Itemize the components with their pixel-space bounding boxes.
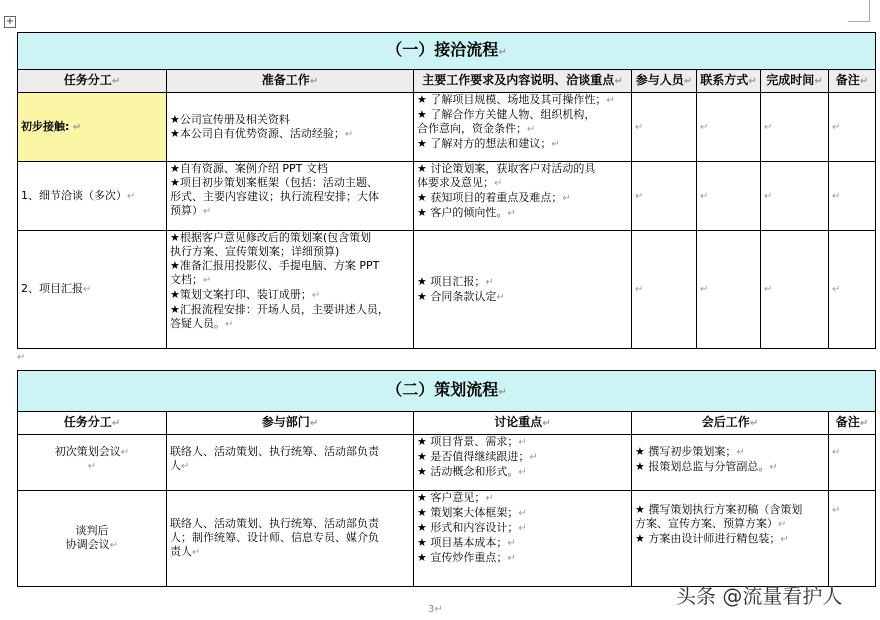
column-header: 完成时间↵ [761, 70, 829, 93]
points-cell: ★ 了解项目规模、场地及其可操作性；↵ ★ 了解合作方关健人物、组织机构， 合作意向，资金条件；↵ ★ 了解对方的想法和建议；↵ [414, 93, 632, 162]
table-row [18, 162, 876, 231]
column-header: 参与部门↵ [167, 412, 414, 435]
column-header: 任务分工↵ [18, 70, 167, 93]
empty-cell: ↵ [632, 231, 697, 349]
empty-cell: ↵ [829, 491, 876, 587]
table-row [18, 435, 876, 491]
points-cell: ★ 项目汇报；↵ ★ 合同条款认定↵ [414, 231, 632, 349]
page-corner-mark [0, 0, 14, 14]
table-title: （二）策划流程↵ [18, 371, 876, 412]
points-cell: ★ 项目背景、需求；↵ ★ 是否值得继续跟进；↵ ★ 活动概念和形式。↵ [414, 435, 632, 491]
after-cell: ★ 撰写策划执行方案初稿（含策划 方案、宣传方案、预算方案）↵ ★ 方案由设计师进行精包装；↵ [632, 491, 829, 587]
empty-cell: ↵ [632, 93, 697, 162]
column-header: 参与人员↵ [632, 70, 697, 93]
paragraph-mark: ↵ [17, 352, 26, 363]
empty-cell: ↵ [761, 162, 829, 231]
column-header: 会后工作↵ [632, 412, 829, 435]
empty-cell: ↵ [697, 162, 761, 231]
table-move-handle-icon[interactable]: + [5, 16, 15, 27]
column-header: 联系方式↵ [697, 70, 761, 93]
watermark: 头条 @流量看护人 [676, 584, 843, 608]
column-header: 备注↵ [829, 70, 876, 93]
reception-process-table [17, 32, 876, 349]
table-row [18, 491, 876, 587]
empty-cell: ↵ [761, 231, 829, 349]
column-header: 主要工作要求及内容说明、洽谈重点↵ [414, 70, 632, 93]
after-cell: ★ 撰写初步策划案；↵ ★ 报策划总监与分管副总。↵ [632, 435, 829, 491]
task-cell: 初步接触: ↵ [18, 93, 167, 162]
column-header: 讨论重点↵ [414, 412, 632, 435]
planning-process-table [17, 370, 876, 587]
empty-cell: ↵ [829, 93, 876, 162]
task-cell: 初次策划会议↵ ↵ [18, 435, 167, 491]
column-header: 准备工作↵ [167, 70, 414, 93]
prep-cell: ★自有资源、案例介绍 PPT 文档 ★项目初步策划案框架（包括：活动主题、 形式、主要内容建议；执行流程安排；大体 预算）↵ [167, 162, 414, 231]
points-cell: ★ 讨论策划案，获取客户对活动的具 体要求及意见；↵ ★ 获知项目的着重点及难点；↵ ★ 客户的倾向性。↵ [414, 162, 632, 231]
empty-cell: ↵ [829, 231, 876, 349]
column-header: 任务分工↵ [18, 412, 167, 435]
prep-cell: ★公司宣传册及相关资料 ★本公司自有优势资源、活动经验；↵ [167, 93, 414, 162]
page-corner-mark [848, 0, 870, 22]
dept-cell: 联络人、活动策划、执行统筹、活动部负责 人↵ [167, 435, 414, 491]
empty-cell: ↵ [632, 162, 697, 231]
page-number: 3↵ [428, 604, 443, 615]
points-cell: ★ 客户意见；↵ ★ 策划案大体框架；↵ ★ 形式和内容设计；↵ ★ 项目基本成本；↵ ★ 宣传炒作重点；↵ [414, 491, 632, 587]
column-header: 备注↵ [829, 412, 876, 435]
empty-cell: ↵ [697, 231, 761, 349]
empty-cell: ↵ [697, 93, 761, 162]
table-row [18, 231, 876, 349]
table-title: （一）接洽流程↵ [18, 33, 876, 70]
task-cell: 1、细节洽谈（多次）↵ [18, 162, 167, 231]
task-cell: 谈判后 协调会议↵ [18, 491, 167, 587]
task-cell: 2、项目汇报↵ [18, 231, 167, 349]
empty-cell: ↵ [829, 162, 876, 231]
dept-cell: 联络人、活动策划、执行统筹、活动部负责 人；制作统筹、设计师、信息专员、媒介负 责人↵ [167, 491, 414, 587]
empty-cell: ↵ [829, 435, 876, 491]
empty-cell: ↵ [761, 93, 829, 162]
prep-cell: ★根据客户意见修改后的策划案(包含策划 执行方案、宣传策划案；详细预算) ★准备汇报用投影仪、手提电脑、方案 PPT 文档；↵ ★策划文案打印、装订成册；↵ ★汇报流程安排：开场人员，主要讲述人员， 答疑人员。↵ [167, 231, 414, 349]
table-row [18, 93, 876, 162]
